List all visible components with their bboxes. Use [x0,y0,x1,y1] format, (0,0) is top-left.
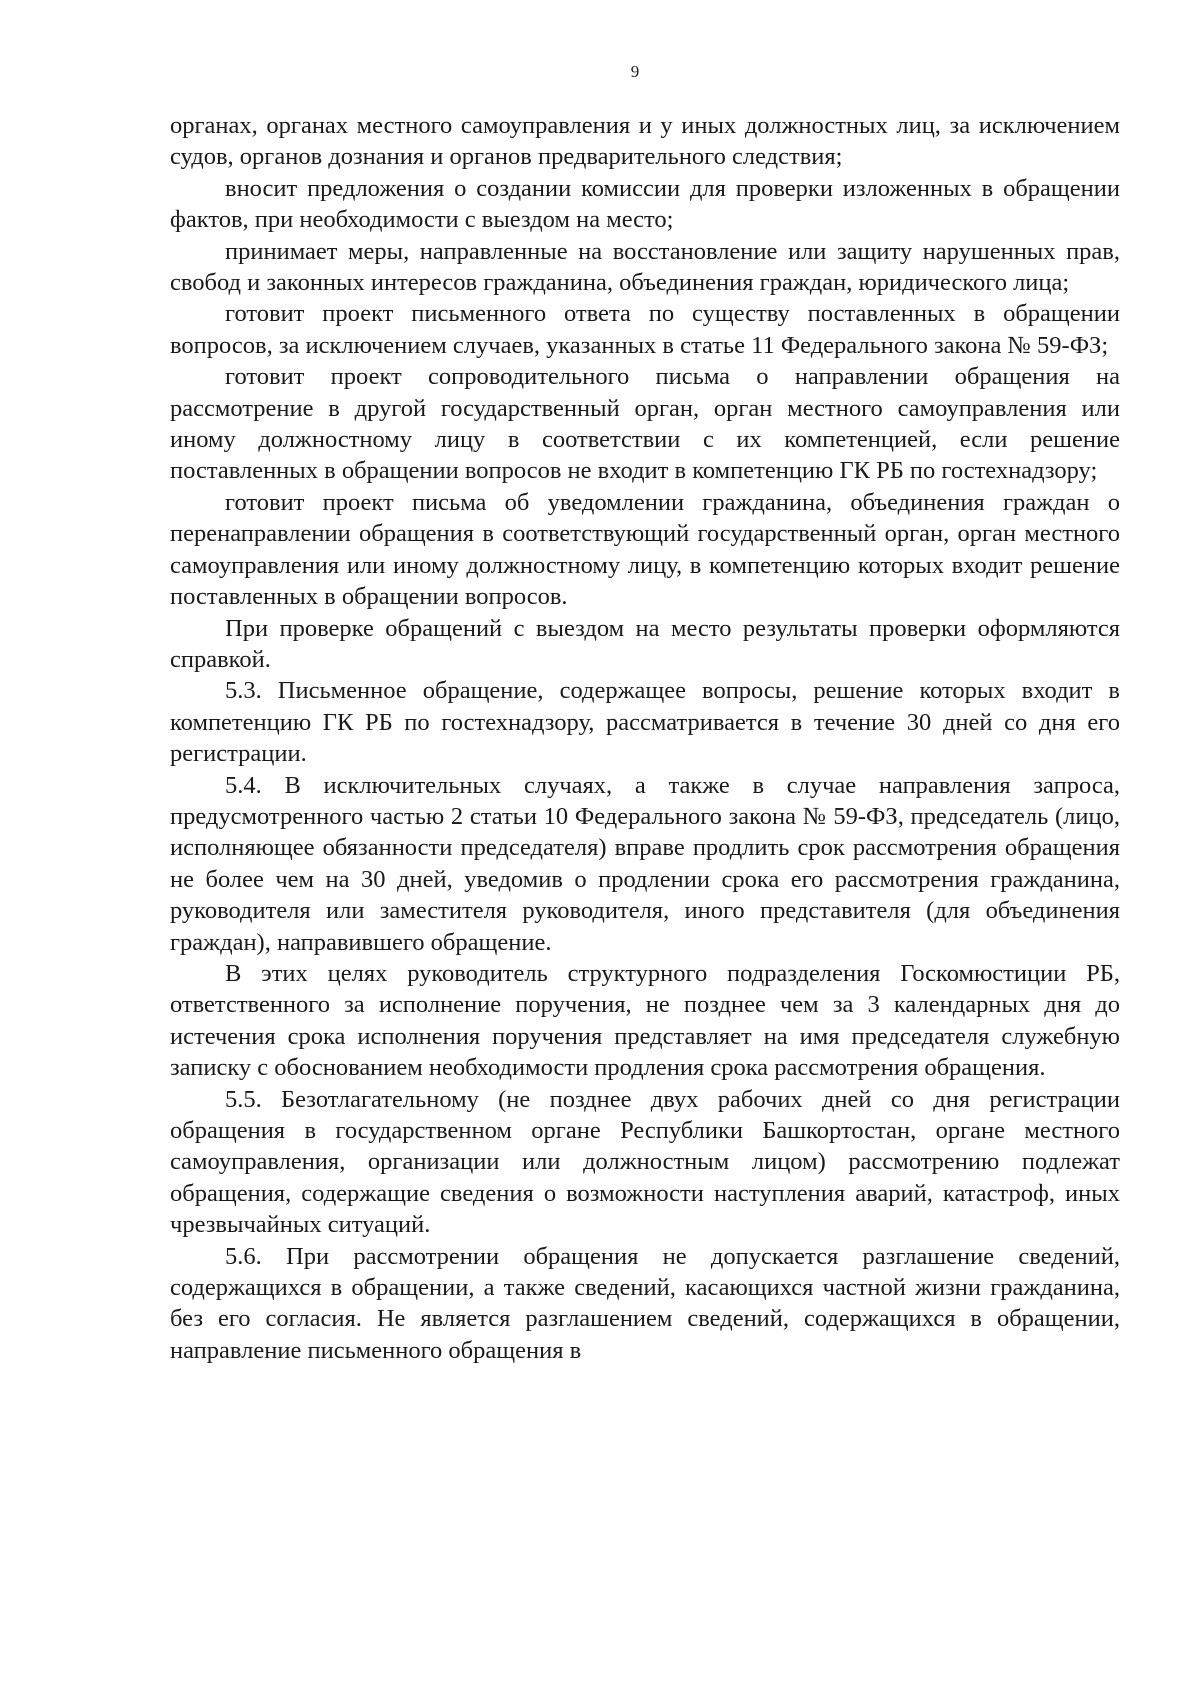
paragraph-clause-5-3: 5.3. Письменное обращение, содержащее вопросы, решение которых входит в компетенцию ГК РБ по гостехнадзору, рассматривается в течение 30 дней со дня его регистрации. [170,677,1120,768]
paragraph-inspection-report: При проверке обращений с выездом на место результаты проверки оформляются справкой. [170,614,1120,673]
paragraph-extension-memo: В этих целях руководитель структурного подразделения Госкомюстиции РБ, ответственного за исполнение поручения, не позднее чем за 3 календарных дня до истечения срока исполнения поручения представляет на имя председателя служебную записку с обоснованием необходимости продления срока рассмотрения обращения. [170,959,1120,1082]
paragraph-clause-5-6: 5.6. При рассмотрении обращения не допускается разглашение сведений, содержащихся в обращении, а также сведений, касающихся частной жизни гражданина, без его согласия. Не является разглашением сведений, содержащихся в обращении, направление письменного обращения в [170,1242,1120,1364]
paragraph-commission-proposal: вносит предложения о создании комиссии для проверки изложенных в обращении фактов, при необходимости с выездом на место; [170,174,1120,234]
page-number: 9 [630,62,640,81]
document-body [170,110,1120,1366]
paragraph-written-answer: готовит проект письменного ответа по существу поставленных в обращении вопросов, за исключением случаев, указанных в статье 11 Федерального закона № 59-ФЗ; [170,300,1120,359]
paragraph-clause-5-4: 5.4. В исключительных случаях, а также в случае направления запроса, предусмотренного частью 2 статьи 10 Федерального закона № 59-ФЗ, председатель (лицо, исполняющее обязанности председателя) вправе продлить срок рассмотрения обращения не более чем на 30 дней, уведомив о продлении срока его рассмотрения гражданина, руководителя или заместителя руководителя, иного представителя (для объединения граждан), направившего обращение. [170,771,1120,956]
paragraph-rights-restoration: принимает меры, направленные на восстановление или защиту нарушенных прав, свобод и законных интересов гражданина, объединения граждан, юридического лица; [170,237,1120,297]
paragraph-clause-5-5: 5.5. Безотлагательному (не позднее двух рабочих дней со дня регистрации обращения в государственном органе Республики Башкортостан, органе местного самоуправления, организации или должностным лицом) рассмотрению подлежат обращения, содержащие сведения о возможности наступления аварий, катастроф, иных чрезвычайных ситуаций. [170,1085,1120,1239]
paragraph-redirect-notice: готовит проект письма об уведомлении гражданина, объединения граждан о перенаправлении обращения в соответствующий государственный орган, орган местного самоуправления или иному должностному лицу, в компетенцию которых входит решение поставленных в обращении вопросов. [170,488,1120,611]
paragraph-cover-letter: готовит проект сопроводительного письма о направлении обращения на рассмотрение в другой государственный орган, орган местного самоуправления или иному должностному лицу в соответствии с их компетенцией, если решение поставленных в обращении вопросов не входит в компетенцию ГК РБ по гостехнадзору; [170,363,1120,485]
paragraph-continuation: органах, органах местного самоуправления и у иных должностных лиц, за исключением судов, органов дознания и органов предварительного следствия; [170,112,1120,171]
